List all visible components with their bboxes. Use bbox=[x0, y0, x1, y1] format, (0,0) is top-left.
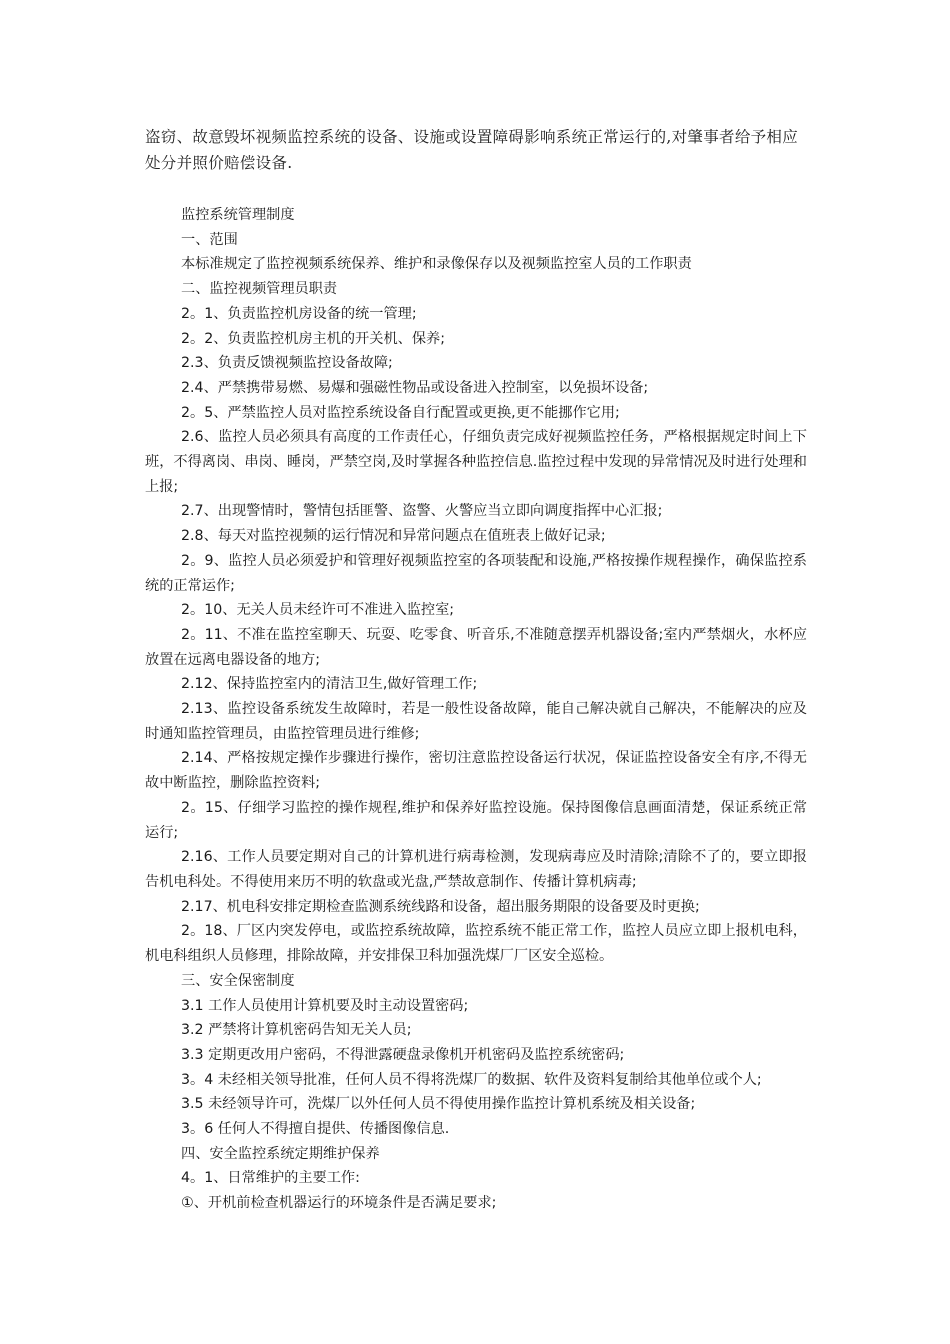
list-item: 3.3 定期更改用户密码，不得泄露硬盘录像机开机密码及监控系统密码; bbox=[181, 1046, 625, 1063]
doc-title: 监控系统管理制度 bbox=[181, 207, 295, 223]
list-item: 2.7、出现警情时，警情包括匪警、盗警、火警应当立即向调度指挥中心汇报; bbox=[181, 503, 663, 520]
list-item: 2.17、机电科安排定期检查监测系统线路和设备，超出服务期限的设备要及时更换; bbox=[181, 898, 700, 915]
list-item: 2.4、严禁携带易燃、易爆和强磁性物品或设备进入控制室，以免损坏设备; bbox=[181, 379, 649, 396]
list-item: 2。9、监控人员必须爱护和管理好视频监控室的各项装配和设施,严格按操作规程操作，确保监控系统的正常运作; bbox=[145, 552, 807, 594]
section-heading-scope: 一、范围 bbox=[181, 231, 238, 248]
list-item: 2。15、仔细学习监控的操作规程,维护和保养好监控设施。保持图像信息画面清楚，保证系统正常运行; bbox=[145, 799, 807, 841]
list-item: 3.2 严禁将计算机密码告知无关人员; bbox=[181, 1022, 412, 1039]
list-item: 2。11、不准在监控室聊天、玩耍、吃零食、听音乐,不准随意摆弄机器设备;室内严禁烟火，水杯应放置在远离电器设备的地方; bbox=[145, 626, 807, 668]
list-item: 2.8、每天对监控视频的运行情况和异常问题点在值班表上做好记录; bbox=[181, 528, 606, 545]
section-heading-security: 三、安全保密制度 bbox=[181, 972, 295, 989]
section-heading-duties: 二、监控视频管理员职责 bbox=[181, 281, 338, 298]
list-item: 2.3、负责反馈视频监控设备故障; bbox=[181, 355, 393, 372]
list-item: 4。1、日常维护的主要工作: bbox=[181, 1170, 360, 1187]
section-heading-maintenance: 四、安全监控系统定期维护保养 bbox=[181, 1145, 380, 1162]
list-item: 3。4 未经相关领导批准，任何人员不得将洗煤厂的数据、软件及资料复制给其他单位或个人; bbox=[181, 1071, 762, 1088]
list-item: 2。1、负责监控机房设备的统一管理; bbox=[181, 305, 417, 322]
list-item: 2。5、严禁监控人员对监控系统设备自行配置或更换,更不能挪作它用; bbox=[181, 404, 620, 421]
list-item: 2.16、工作人员要定期对自己的计算机进行病毒检测，发现病毒应及时清除;清除不了的，要立即报告机电科处。不得使用来历不明的软盘或光盘,严禁故意制作、传播计算机病毒; bbox=[145, 849, 807, 890]
intro-paragraph: 盗窃、故意毁坏视频监控系统的设备、设施或设置障碍影响系统正常运行的,对肇事者给予相应处分并照价赔偿设备. bbox=[145, 128, 799, 172]
list-item: 2。18、厂区内突发停电，或监控系统故障，监控系统不能正常工作，监控人员应立即上报机电科，机电科组织人员修理，排除故障，并安排保卫科加强洗煤厂厂区安全巡检。 bbox=[145, 923, 807, 965]
document-body bbox=[145, 203, 807, 1216]
list-item: 2。10、无关人员未经许可不准进入监控室; bbox=[181, 602, 455, 619]
list-item: 2.12、保持监控室内的清洁卫生,做好管理工作; bbox=[181, 676, 478, 693]
paragraph: 本标准规定了监控视频系统保养、维护和录像保存以及视频监控室人员的工作职责 bbox=[181, 256, 692, 273]
list-item: 2.6、监控人员必须具有高度的工作责任心，仔细负责完成好视频监控任务，严格根据规定时间上下班，不得离岗、串岗、睡岗，严禁空岗,及时掌握各种监控信息.监控过程中发现的异常情况及时进行处理和上报; bbox=[145, 429, 807, 495]
list-item: 3.1 工作人员使用计算机要及时主动设置密码; bbox=[181, 997, 469, 1014]
list-item: ①、开机前检查机器运行的环境条件是否满足要求; bbox=[181, 1195, 497, 1212]
list-item: 2.13、监控设备系统发生故障时，若是一般性设备故障，能自己解决就自己解决，不能解决的应及时通知监控管理员，由监控管理员进行维修; bbox=[145, 701, 807, 742]
list-item: 3。6 任何人不得擅自提供、传播图像信息. bbox=[181, 1121, 450, 1138]
list-item: 3.5 未经领导许可，洗煤厂以外任何人员不得使用操作监控计算机系统及相关设备; bbox=[181, 1096, 696, 1113]
list-item: 2.14、严格按规定操作步骤进行操作，密切注意监控设备运行状况，保证监控设备安全有序,不得无故中断监控，删除监控资料; bbox=[145, 750, 807, 792]
list-item: 2。2、负责监控机房主机的开关机、保养; bbox=[181, 330, 446, 347]
